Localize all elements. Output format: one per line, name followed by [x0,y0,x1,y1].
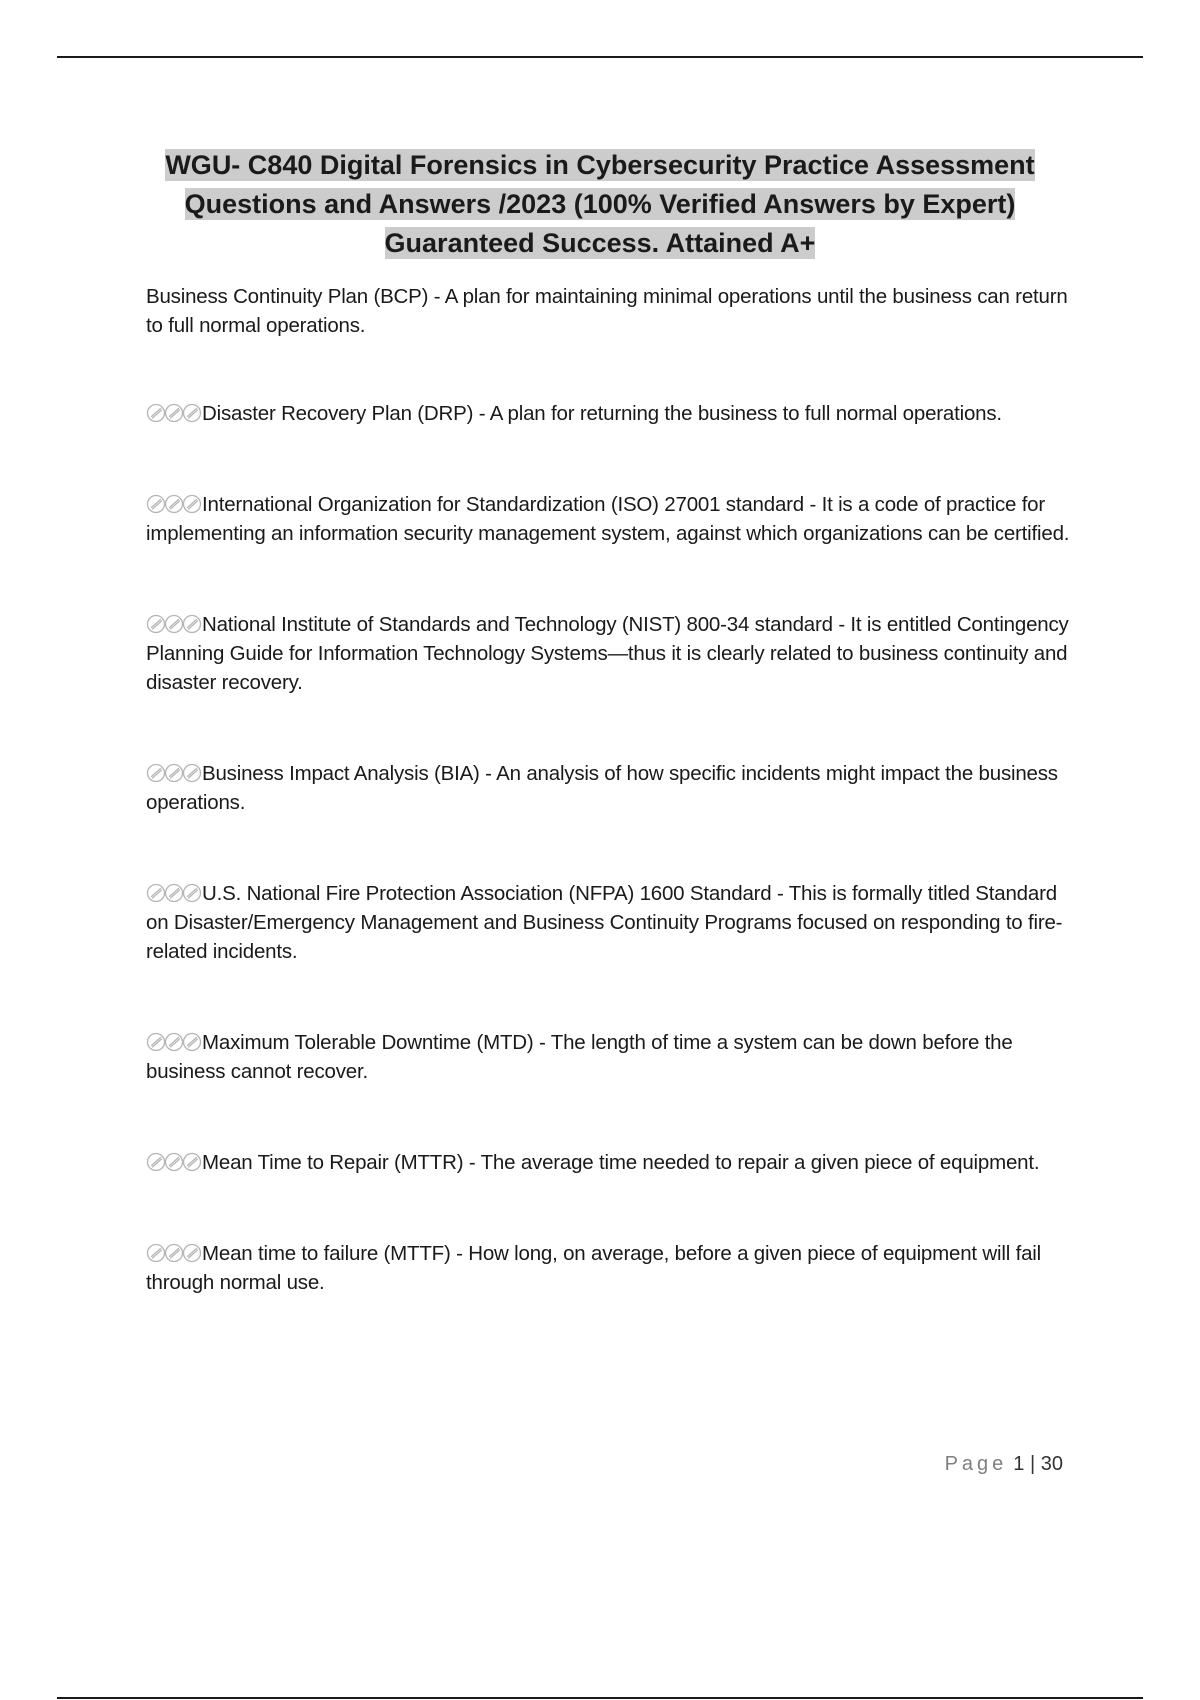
check-mark-icon [164,494,184,514]
check-marks [146,494,200,514]
check-marks [146,614,200,634]
document-title [140,146,1060,263]
check-mark-icon [146,1032,166,1052]
check-marks [146,1243,200,1263]
entry-text: Business Continuity Plan (BCP) - A plan for maintaining minimal operations until the business can return to full normal operations. [146,285,1068,337]
check-mark-icon [182,1032,202,1052]
qa-entry-1 [146,282,1082,340]
qa-entry-3 [146,490,1082,548]
check-mark-icon [146,1152,166,1172]
entry-text: Mean Time to Repair (MTTR) - The average time needed to repair a given piece of equipment. [202,1151,1040,1174]
page-footer [945,1453,1063,1476]
check-mark-icon [182,763,202,783]
page-number: 1 [1013,1453,1025,1475]
qa-entry-6 [146,879,1082,966]
check-mark-icon [146,614,166,634]
check-mark-icon [182,1243,202,1263]
check-mark-icon [164,763,184,783]
check-mark-icon [182,883,202,903]
check-mark-icon [182,403,202,423]
check-marks [146,883,200,903]
title-text: WGU- C840 Digital Forensics in Cybersecurity Practice Assessment Questions and Answers /2023 (100% Verified Answers by Expert) Guaranteed Success. Attained A+ [165,150,1035,258]
entry-text: National Institute of Standards and Technology (NIST) 800-34 standard - It is entitled Contingency Planning Guide for Information Technology Systems—thus it is clearly related to business continuity and disaster recovery. [146,613,1069,694]
qa-entry-9 [146,1239,1082,1297]
qa-entry-2 [146,399,1082,428]
qa-list [146,282,1082,1359]
qa-entry-7 [146,1028,1082,1086]
check-mark-icon [146,763,166,783]
entry-text: Disaster Recovery Plan (DRP) - A plan for returning the business to full normal operations. [202,402,1002,425]
check-mark-icon [146,403,166,423]
check-mark-icon [182,494,202,514]
check-mark-icon [164,1032,184,1052]
entry-text: International Organization for Standardization (ISO) 27001 standard - It is a code of practice for implementing an information security management system, against which organizations can be certified. [146,493,1070,545]
check-marks [146,1152,200,1172]
check-mark-icon [146,883,166,903]
entry-text: U.S. National Fire Protection Association (NFPA) 1600 Standard - This is formally titled Standard on Disaster/Emergency Management and Business Continuity Programs focused on responding to fire-related incidents. [146,882,1063,963]
check-mark-icon [164,614,184,634]
entry-text: Maximum Tolerable Downtime (MTD) - The length of time a system can be down before the business cannot recover. [146,1031,1013,1083]
qa-entry-4 [146,610,1082,697]
check-marks [146,763,200,783]
check-mark-icon [146,494,166,514]
check-mark-icon [164,1152,184,1172]
check-mark-icon [146,1243,166,1263]
check-mark-icon [164,883,184,903]
check-marks [146,403,200,423]
entry-text: Mean time to failure (MTTF) - How long, on average, before a given piece of equipment will fail through normal use. [146,1242,1041,1294]
entry-text: Business Impact Analysis (BIA) - An analysis of how specific incidents might impact the business operations. [146,762,1058,814]
qa-entry-8 [146,1148,1082,1177]
total-pages: 30 [1040,1453,1063,1475]
qa-entry-5 [146,759,1082,817]
header-rule [57,56,1143,58]
footer-rule [57,1697,1143,1699]
check-mark-icon [164,403,184,423]
check-mark-icon [164,1243,184,1263]
check-mark-icon [182,614,202,634]
page-label: Page [944,1453,1008,1475]
check-marks [146,1032,200,1052]
check-mark-icon [182,1152,202,1172]
page-separator: | [1029,1453,1036,1475]
